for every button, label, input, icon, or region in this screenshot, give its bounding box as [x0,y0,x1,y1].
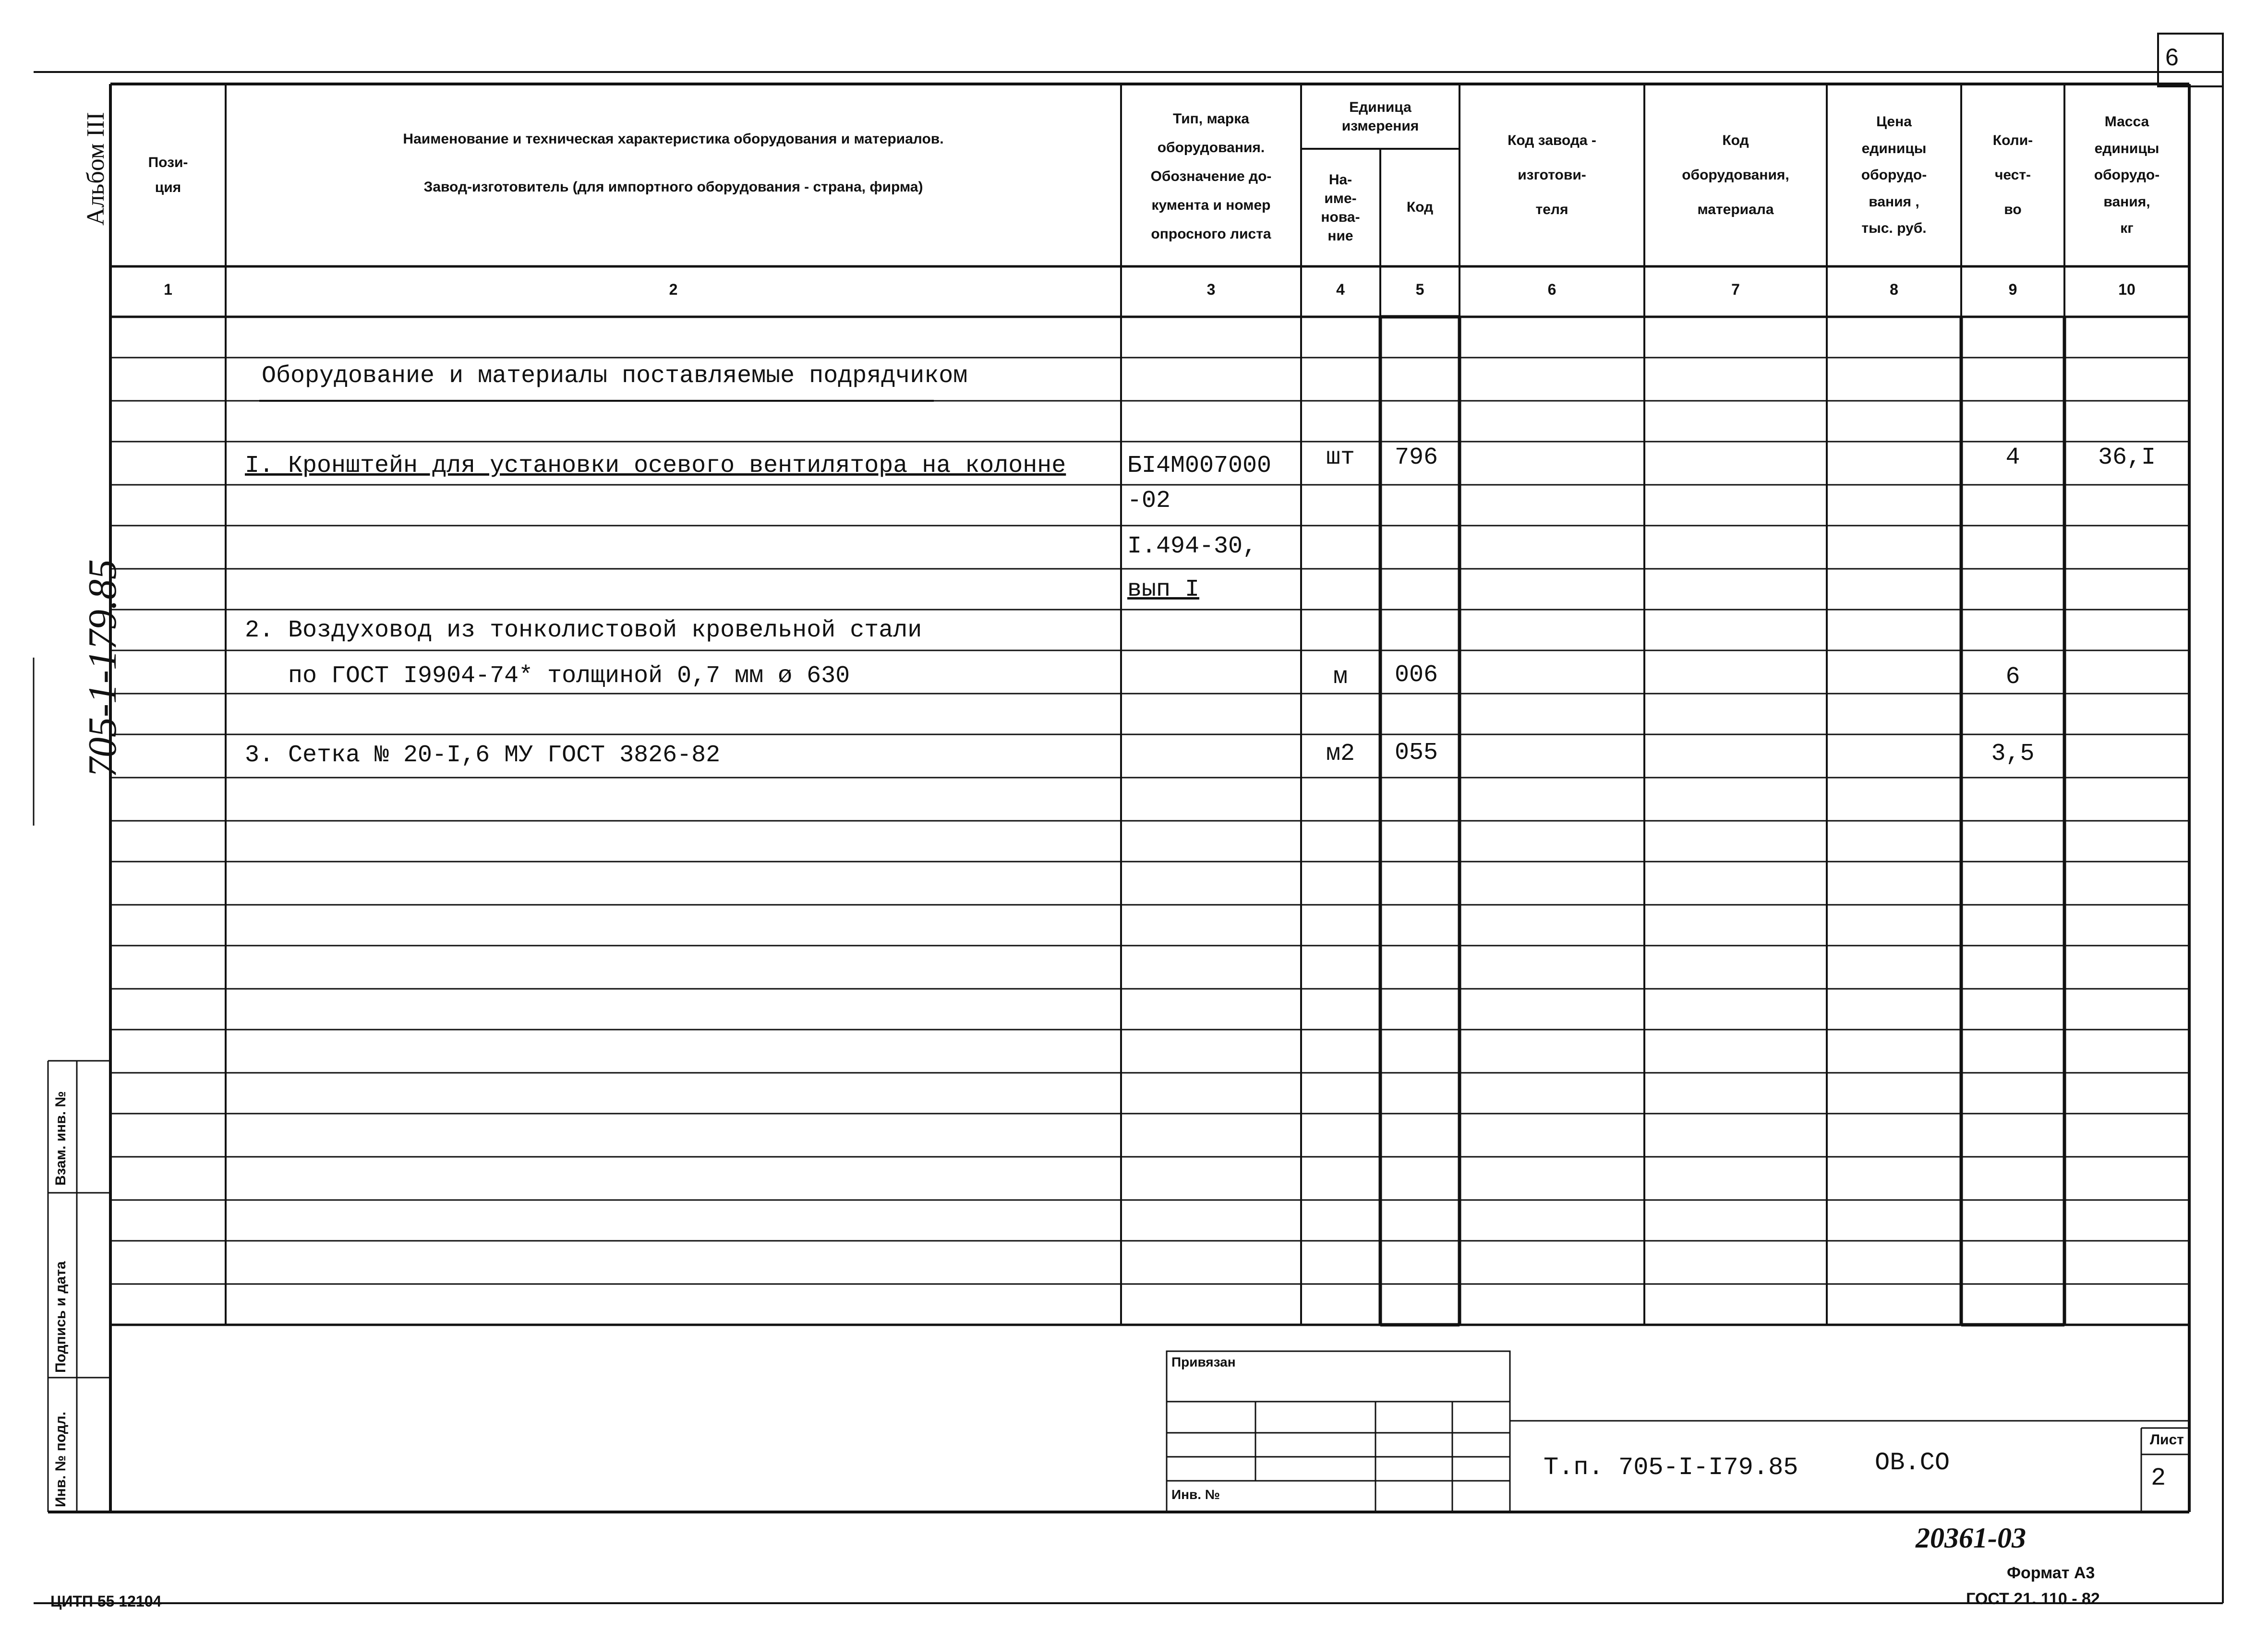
print-mark: ЦИТП 55 12104 [50,1593,162,1610]
item3-code: 055 [1395,739,1438,767]
header-unit-group: Единица измерения [1341,99,1419,134]
item1-type-a: БI4М007000 [1127,452,1272,480]
header-position: Пози- ция [148,154,188,195]
header-mass: Масса единицы оборудо- вания, кг [2094,114,2160,237]
item1-type-c: I.494-30, [1127,533,1257,560]
item3-qty: 3,5 [1991,740,2035,768]
header-quantity: Коли- чест- во [1992,132,2033,217]
section-code: ОВ.СО [1875,1449,1950,1477]
col-number-9: 9 [2008,281,2017,298]
document-code: Т.п. 705-I-I79.85 [1544,1453,1798,1482]
item1-type-b: -02 [1127,487,1171,515]
item1-mass: 36,I [2098,444,2156,471]
col-number-10: 10 [2118,281,2135,298]
stamp-sign-label: Подпись и дата [53,1261,69,1373]
item1-name: I. Кронштейн для установки осевого вентилятора на колонне [245,452,1066,480]
sheet-corner-number: 6 [2165,44,2179,71]
col-number-8: 8 [1890,281,1898,298]
col-number-1: 1 [164,281,172,298]
header-type: Тип, марка оборудования. Обозначение до- кумента и номер опросного листа [1150,110,1272,242]
privyazan-label: Привязан [1171,1355,1236,1369]
item2-name-a: 2. Воздуховод из тонколистовой кровельной стали [245,617,922,644]
col-number-6: 6 [1547,281,1556,298]
header-unit-code: Код [1406,199,1434,216]
album-label: Альбом III [82,112,109,226]
header-factory-code: Код завода - изготови- теля [1508,132,1596,217]
item2-qty: 6 [2005,663,2020,691]
format-label: Формат А3 [2007,1564,2095,1582]
item2-unit: м [1333,663,1348,691]
header-material-code: Код оборудования, материала [1682,132,1789,217]
standard-label: ГОСТ 21. 110 - 82 [1966,1590,2100,1608]
item1-qty: 4 [2005,444,2020,471]
header-name-line1: Наименование и техническая характеристика оборудования и материалов. [403,131,944,147]
sheet-number: 2 [2151,1464,2166,1492]
item2-code: 006 [1395,661,1438,689]
stamp-inv-label: Инв. № подл. [53,1411,69,1507]
item3-unit: м2 [1326,740,1355,768]
col-number-2: 2 [669,281,678,298]
header-price: Цена единицы оборудо- вания , тыс. руб. [1861,114,1927,237]
inv-no-label: Инв. № [1171,1487,1220,1502]
stamp-vzam-label: Взам. инв. № [53,1091,69,1186]
header-name-line2: Завод-изготовитель (для импортного оборудования - страна, фирма) [423,179,923,195]
archive-number: 20361-03 [1916,1522,2026,1554]
section-title: Оборудование и материалы поставляемые подрядчиком [262,362,968,390]
sheet-label: Лист [2150,1432,2184,1448]
col-number-7: 7 [1731,281,1740,298]
item3-name: 3. Сетка № 20-I,6 МУ ГОСТ 3826-82 [245,742,721,769]
col-number-4: 4 [1336,281,1345,298]
item1-type-d: вып I [1127,576,1200,603]
item2-name-b: по ГОСТ I9904-74* толщиной 0,7 мм ø 630 [288,662,850,690]
item1-unit: шт [1326,444,1355,471]
drawing-code-vertical: 705-1-179.85 [80,559,125,778]
col-number-3: 3 [1206,281,1216,298]
col-number-5: 5 [1415,281,1424,298]
header-unit-name: На- име- нова- ние [1321,171,1360,244]
item1-code: 796 [1395,444,1438,471]
